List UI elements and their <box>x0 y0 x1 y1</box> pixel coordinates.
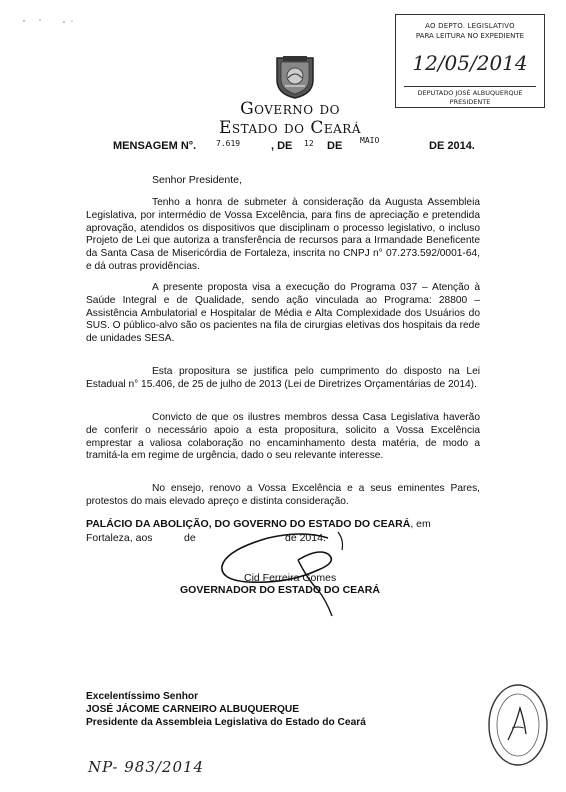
legislative-stamp <box>395 14 545 108</box>
palace-suffix: , em <box>410 518 431 530</box>
paragraph-4: Convicto de que os ilustres membros dessa Casa Legislativa haverão de conferir o necessário apoio a esta propositura, solicito a Vossa Excelência emprestar a valiosa colaboração no encaminhamento desta matéria, de modo a tramitá-la em regime de urgência, dado o seu relevante interesse. <box>86 412 480 462</box>
message-month: MAIO <box>360 136 380 145</box>
protocol-number: NP- 983/2014 <box>88 758 205 776</box>
signer-title: GOVERNADOR DO ESTADO DO CEARÁ <box>180 584 380 596</box>
procuradoria-seal <box>486 682 550 768</box>
signer-name: Cid Ferreira Gomes <box>244 572 337 584</box>
stamp-divider <box>404 86 536 87</box>
message-de-1: , DE <box>271 140 293 152</box>
addressee-line-2: JOSÉ JÁCOME CARNEIRO ALBUQUERQUE <box>86 704 300 715</box>
message-label: MENSAGEM N°. <box>113 140 197 152</box>
palace-name: PALÁCIO DA ABOLIÇÃO, DO GOVERNO DO ESTADO DO CEARÁ <box>86 518 411 530</box>
closing-city: Fortaleza, aos <box>86 532 153 544</box>
closing-de: de <box>184 532 196 544</box>
gov-title-line-1: Governo do <box>240 99 340 119</box>
coat-of-arms-icon <box>271 52 319 100</box>
stamp-line-4: PRESIDENTE <box>449 98 491 106</box>
addressee-line-3: Presidente da Assembleia Legislativa do Estado do Ceará <box>86 717 366 728</box>
addressee-line-1: Excelentíssimo Senhor <box>86 691 199 702</box>
paragraph-5: No ensejo, renovo a Vossa Excelência e a seus eminentes Pares, protestos do mais elevado apreço e distinta consideração. <box>86 483 480 507</box>
government-title <box>215 100 365 138</box>
message-de-2: DE <box>327 140 343 152</box>
message-year: DE 2014. <box>429 140 475 152</box>
salutation: Senhor Presidente, <box>152 174 242 186</box>
stamp-line-1: AO DEPTO. LEGISLATIVO <box>425 22 515 30</box>
message-number: 7.619 <box>216 139 241 148</box>
closing-year: de 2014. <box>285 532 326 544</box>
paragraph-3: Esta propositura se justifica pelo cumprimento do disposto na Lei Estadual n° 15.406, de 25 de julho de 2013 (Lei de Diretrizes Orçamentárias de 2014). <box>86 366 480 390</box>
paragraph-1: Tenho a honra de submeter à consideração da Augusta Assembleia Legislativa, por intermédio de Vossa Excelência, para fins de apreciação e pretendida aprovação, atendidos os dispositivos que disciplinam o processo legislativo, o incluso Projeto de Lei que autoriza a transferência de recursos para a Irmandade Beneficente da Santa Casa de Misericórdia de Fortaleza, inscrita no CNPJ n° 07.273.592/0001-64, e dá outras providências. <box>86 197 480 272</box>
gov-title-line-2: Estado do Ceará <box>218 118 361 138</box>
stamp-line-3: DEPUTADO JOSÉ ALBUQUERQUE <box>417 89 523 97</box>
governor-signature <box>208 520 388 620</box>
scan-specks <box>20 12 80 20</box>
message-day: 12 <box>304 139 314 148</box>
stamp-date: 12/05/2014 <box>412 51 528 75</box>
stamp-line-2: PARA LEITURA NO EXPEDIENTE <box>415 32 525 40</box>
addressee-block <box>86 690 366 729</box>
paragraph-2: A presente proposta visa a execução do Programa 037 – Atenção à Saúde Integral e de Qualidade, sendo ação vinculada ao Programa: 28800 – Assistência Ambulatorial e Hospitalar de Média e Alta Complexidade dos Usuários do SUS. O público-alvo são os pacientes na fila de cirurgias eletivas dos hospitais da rede de unidades SESA. <box>86 282 480 345</box>
